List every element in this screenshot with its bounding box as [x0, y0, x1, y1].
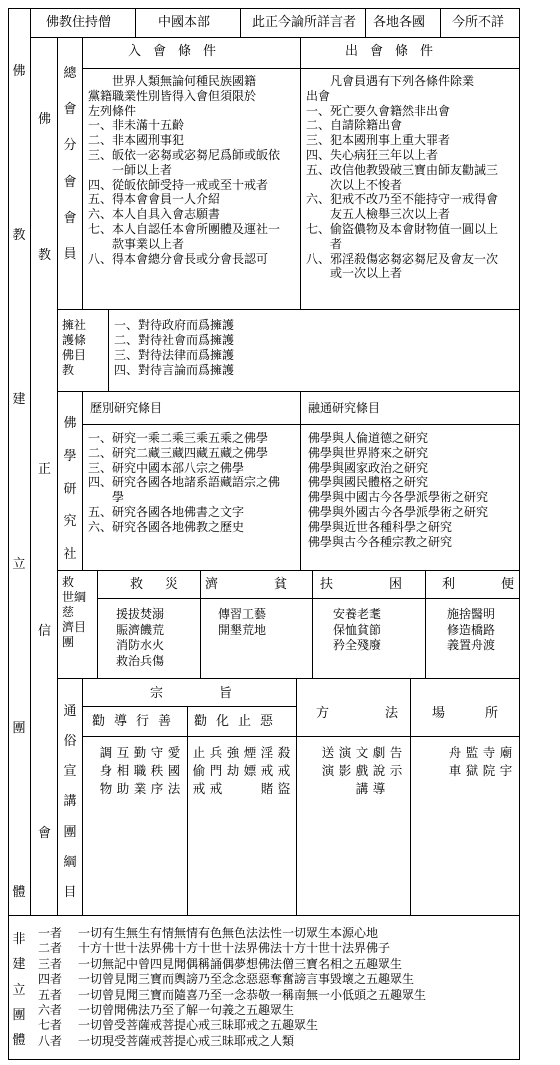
lecture-label-char: 綱 — [63, 854, 77, 870]
relief-title-line — [97, 598, 520, 599]
relief-item: 矜全殘廢 — [333, 638, 382, 652]
research-split-line — [300, 391, 301, 570]
jiao-label: 教 — [38, 248, 52, 263]
research-label — [60, 412, 80, 562]
protection-label-row: 佛目 — [62, 348, 87, 362]
research-left-title: 歷別研究條目 — [90, 401, 163, 415]
left-label-char: 體 — [12, 884, 26, 900]
protection-item: 三、對待法律而爲擁護 — [114, 348, 235, 362]
relief-label-row: 慈 — [62, 605, 75, 619]
lecture-method-col: 告示 — [388, 746, 403, 782]
zheng-label: 正 — [38, 462, 52, 477]
membership-label-line — [82, 37, 83, 309]
research-right-item: 佛學與中國古今各學派學術之研究 — [308, 490, 489, 505]
join-conditions-text: 世界人類無論何種民族國籍 黨籍職業性別皆得入會但須限於 左列條件 一、非未滿十五齡 二、非本國刑事犯 三、皈依一宓芻或宓芻尼爲師或皈依 一師以上者 四、從皈依師受持一戒或至十戒者 五、得本會會員一人介紹 六、本人自具入會志願書 七、本人自認任本會所團體及運社一 款事業以上者 八、得本會總分會長或分會長認可 — [88, 74, 281, 266]
protection-item: 二、對待社會而爲擁護 — [114, 333, 235, 347]
lecture-evil-col: 殺戒盜 — [276, 746, 291, 800]
relief-item: 修造橋路 — [447, 622, 496, 637]
non-row-text: 一切曾受菩薩戒菩提心戒三昧耶戒之五趣眾生 — [78, 1018, 319, 1033]
research-right-item: 佛學與古今各種宗教之研究 — [308, 534, 453, 549]
research-right-item: 佛學與人倫道德之研究 — [308, 431, 429, 445]
non-label-char: 立 — [12, 982, 26, 998]
lecture-method-title: 方法 — [316, 706, 455, 721]
non-label-char: 建 — [12, 957, 26, 973]
lecture-evil-col: 止偷戒 — [191, 746, 206, 800]
lecture-method-cols — [308, 746, 404, 866]
protection-label-row: 教 — [62, 363, 75, 377]
non-row-text: 一切曾見聞三寶而隨喜乃至一念恭敬一稱南無一小低頭之五趣眾生 — [78, 987, 427, 1002]
research-bottom-line — [57, 570, 520, 571]
relief-sep-1 — [200, 570, 201, 678]
relief-item: 賑濟饑荒 — [116, 622, 165, 637]
membership-split-line — [300, 37, 301, 309]
non-label-char: 非 — [12, 932, 26, 947]
lecture-good-col: 勤職業 — [132, 746, 147, 800]
membership-label-char: 會 — [63, 102, 77, 118]
lecture-good-col: 守秩序 — [149, 746, 164, 800]
relief-header-hardship: 扶困 — [320, 577, 459, 592]
research-right-item: 佛學與外國古今各學派學術之研究 — [308, 504, 489, 519]
header-cell-4: 今所不詳 — [452, 15, 505, 30]
relief-item: 施捨醫明 — [447, 607, 496, 621]
non-row-index: 五者 — [38, 987, 63, 1002]
non-row — [38, 1003, 426, 1018]
protection-label-row: 護條 — [62, 333, 87, 347]
header-sep-1 — [135, 8, 136, 37]
lecture-evil-col: 煙嫖 — [242, 746, 257, 782]
membership-label-char: 會 — [63, 174, 77, 190]
non-row-index: 四者 — [38, 972, 63, 987]
join-conditions-title: 入會條件 — [128, 44, 229, 59]
lecture-label-line — [82, 678, 83, 915]
membership-label-char: 分 — [63, 138, 77, 154]
non-label-char: 體 — [12, 1033, 26, 1048]
non-row — [38, 926, 426, 941]
left-column-line — [30, 8, 31, 915]
non-row-text: 十方十世十法界佛十方十世十法界佛法十方十世十法界佛子 — [78, 941, 391, 956]
lecture-label-char: 團 — [63, 824, 77, 840]
lecture-evil-col: 淫戒賭 — [259, 746, 274, 800]
lecture-place-col: 監獄 — [464, 746, 479, 782]
lecture-evil-cols — [191, 746, 292, 911]
lecture-place-col: 寺院 — [481, 746, 496, 782]
lecture-method-col: 劇說導 — [371, 746, 386, 800]
left-label-char: 佛 — [12, 64, 26, 79]
lecture-good-title: 勸導行善 — [92, 714, 181, 729]
lecture-place-cols — [424, 746, 514, 866]
non-row-text: 一切無記中曾四見聞偶稱誦偶夢想佛法僧三寶名相之五趣眾生 — [78, 956, 403, 971]
protection-item: 一、對待政府而爲擁護 — [114, 318, 235, 332]
relief-label-row: 團 — [62, 635, 75, 649]
relief-header-convenience: 利便 — [442, 577, 560, 592]
non-row-index: 八者 — [38, 1033, 63, 1048]
lecture-method-col: 文戲講 — [354, 746, 369, 800]
relief-item: 傳習工藝 — [218, 607, 267, 621]
non-row-text: 一切有生無生有情無情有色無色法法性一切眾生本源心地 — [78, 926, 379, 940]
header-sep-2 — [240, 8, 241, 37]
protection-label-row: 擁社 — [62, 318, 87, 332]
non-established-list — [38, 926, 426, 1049]
non-row — [38, 988, 426, 1003]
non-row-index: 二者 — [38, 941, 63, 956]
relief-col-hardship — [333, 607, 381, 654]
membership-label-char: 會 — [63, 210, 77, 226]
relief-label-row: 世綱 — [62, 590, 87, 604]
relief-label-row: 救 — [62, 575, 75, 589]
lecture-sep-method — [296, 678, 297, 915]
non-row-text: 一切現受菩薩戒菩提心戒三昧耶戒之人類 — [78, 1033, 295, 1048]
membership-title-line — [82, 68, 520, 69]
left-label-char: 立 — [12, 556, 26, 572]
research-right-item: 佛學與世界將來之研究 — [308, 445, 429, 460]
header-cell-1: 中國本部 — [158, 15, 211, 30]
non-row — [38, 941, 426, 956]
lecture-good-col: 互相助 — [115, 746, 130, 800]
left-label-char: 建 — [12, 392, 26, 408]
non-row-index: 七者 — [38, 1018, 63, 1033]
protection-item: 四、對待言論而爲擁護 — [114, 363, 235, 377]
lecture-evil-col: 強劫 — [225, 746, 240, 782]
membership-label — [60, 62, 80, 262]
protection-label-line — [108, 309, 109, 391]
non-row-index: 六者 — [38, 1003, 63, 1018]
relief-bottom-line — [57, 678, 520, 679]
non-row-text: 一切曾見聞三寶而輿謗乃至念念惡惡奪奮謗言事毀壞之五趣眾生 — [78, 972, 415, 987]
non-row-index: 一者 — [38, 926, 63, 940]
lecture-sep-shan-e — [187, 706, 188, 915]
relief-item: 援拔焚溺 — [116, 607, 165, 621]
fo-label: 佛 — [38, 112, 52, 127]
left-label-char: 教 — [12, 228, 26, 244]
relief-header-poverty: 濟貧 — [205, 577, 344, 592]
lecture-label-char: 通 — [63, 704, 77, 719]
relief-item: 開墾荒地 — [218, 622, 267, 637]
research-label-char: 佛 — [63, 416, 77, 431]
research-label-char: 社 — [63, 547, 77, 562]
research-title-line — [82, 424, 520, 425]
lecture-good-col: 調身物 — [98, 746, 113, 800]
lecture-label-char: 宣 — [63, 764, 77, 780]
protection-bottom-line — [57, 391, 520, 392]
left-label-char: 團 — [12, 720, 26, 736]
research-label-line — [82, 391, 83, 570]
research-right-item: 佛學與近世各種科學之研究 — [308, 519, 453, 534]
relief-item: 義置舟渡 — [447, 638, 496, 652]
header-sep-4 — [440, 8, 441, 37]
non-row — [38, 1018, 426, 1033]
research-right-item: 佛學與國家政治之研究 — [308, 460, 429, 475]
relief-item: 安養老耄 — [333, 607, 382, 621]
lecture-method-col: 送演 — [320, 746, 335, 782]
lecture-method-col: 演影 — [337, 746, 352, 782]
relief-header-disaster: 救災 — [130, 577, 201, 592]
header-cell-2: 此正今論所詳言者 — [252, 15, 357, 30]
non-row-index: 三者 — [38, 956, 63, 971]
lecture-label-char: 講 — [63, 794, 77, 810]
non-row — [38, 957, 426, 972]
non-row-text: 一切曾聞佛法乃至了解一句義之五趣眾生 — [78, 1003, 295, 1018]
lecture-label-char: 目 — [63, 884, 77, 900]
research-left-text: 一、研究一乘二乘三乘五乘之佛學 二、研究二藏三藏四藏五藏之佛學 三、研究中國本部八宗之佛學 四、研究各國各地諸系語藏語宗之佛 學 五、研究各國各地佛書之文字 六、研究各國各地佛教之歷史 — [88, 431, 281, 534]
header-bottom-line — [30, 37, 520, 38]
lecture-evil-col: 兵門戒 — [208, 746, 223, 800]
lecture-good-cols — [94, 746, 182, 911]
header-sep-3 — [365, 8, 366, 37]
research-right-list — [308, 431, 488, 549]
relief-label — [62, 575, 96, 650]
research-right-item: 佛學與國民體格之研究 — [308, 475, 429, 490]
lecture-good-col: 愛國法 — [166, 746, 181, 800]
membership-bottom-line — [57, 309, 520, 310]
membership-label-char: 員 — [63, 246, 77, 262]
protection-label — [62, 318, 106, 378]
header-cell-0: 佛教住持僧 — [46, 15, 112, 30]
lecture-subhead-line — [82, 736, 520, 737]
lecture-place-title: 場所 — [432, 706, 539, 721]
relief-item: 保恤貧節 — [333, 622, 382, 637]
research-label-char: 學 — [63, 448, 77, 464]
non-established-top-line — [8, 915, 520, 916]
lecture-evil-title: 勸化止惡 — [194, 714, 283, 729]
leave-conditions-title: 出會條件 — [345, 44, 446, 59]
left-label-established — [9, 60, 29, 900]
relief-col-disaster — [116, 607, 164, 669]
xin-label: 信 — [38, 624, 52, 639]
research-right-title: 融通研究條目 — [308, 401, 381, 415]
non-established-label — [10, 928, 28, 1048]
lecture-zongzhi-line — [82, 706, 296, 707]
lecture-label — [60, 700, 80, 900]
lecture-place-col: 廟宇 — [498, 746, 513, 782]
lecture-zongzhi-title: 宗旨 — [150, 686, 289, 701]
header-cell-3: 各地各國 — [373, 15, 426, 30]
membership-label-char: 總 — [63, 66, 77, 81]
leave-conditions-text: 凡會員遇有下列各條件除業 出會 一、死亡要久會籍然非出會 二、自請除籍出會 三、犯本國刑事上重大罪者 四、失心病狂三年以上者 五、改信他教毀破三寶由師友勸誡三 次以上不悛者 六、犯戒不改乃至不能持守一戒得會 友五人檢舉三次以上者 七、偷盜儂物及本會財物值一圓以上 者 八、邪淫殺傷宓芻宓芻尼及會友一次 或一次以上者 — [306, 74, 499, 281]
hui-label: 會 — [38, 826, 52, 841]
relief-col-convenience — [447, 607, 495, 654]
relief-item: 消防水火 — [116, 638, 165, 652]
relief-label-row: 濟目 — [62, 620, 87, 634]
research-label-char: 究 — [63, 514, 77, 530]
non-row — [38, 972, 426, 987]
relief-item: 救治兵傷 — [116, 653, 165, 668]
non-row — [38, 1034, 426, 1049]
research-label-char: 研 — [63, 481, 77, 497]
relief-col-poverty — [218, 607, 266, 638]
lecture-label-char: 俗 — [63, 734, 77, 750]
non-label-char: 團 — [12, 1007, 26, 1023]
lecture-place-col: 舟車 — [447, 746, 462, 782]
second-column-line — [57, 37, 58, 915]
relief-label-line — [97, 570, 98, 678]
